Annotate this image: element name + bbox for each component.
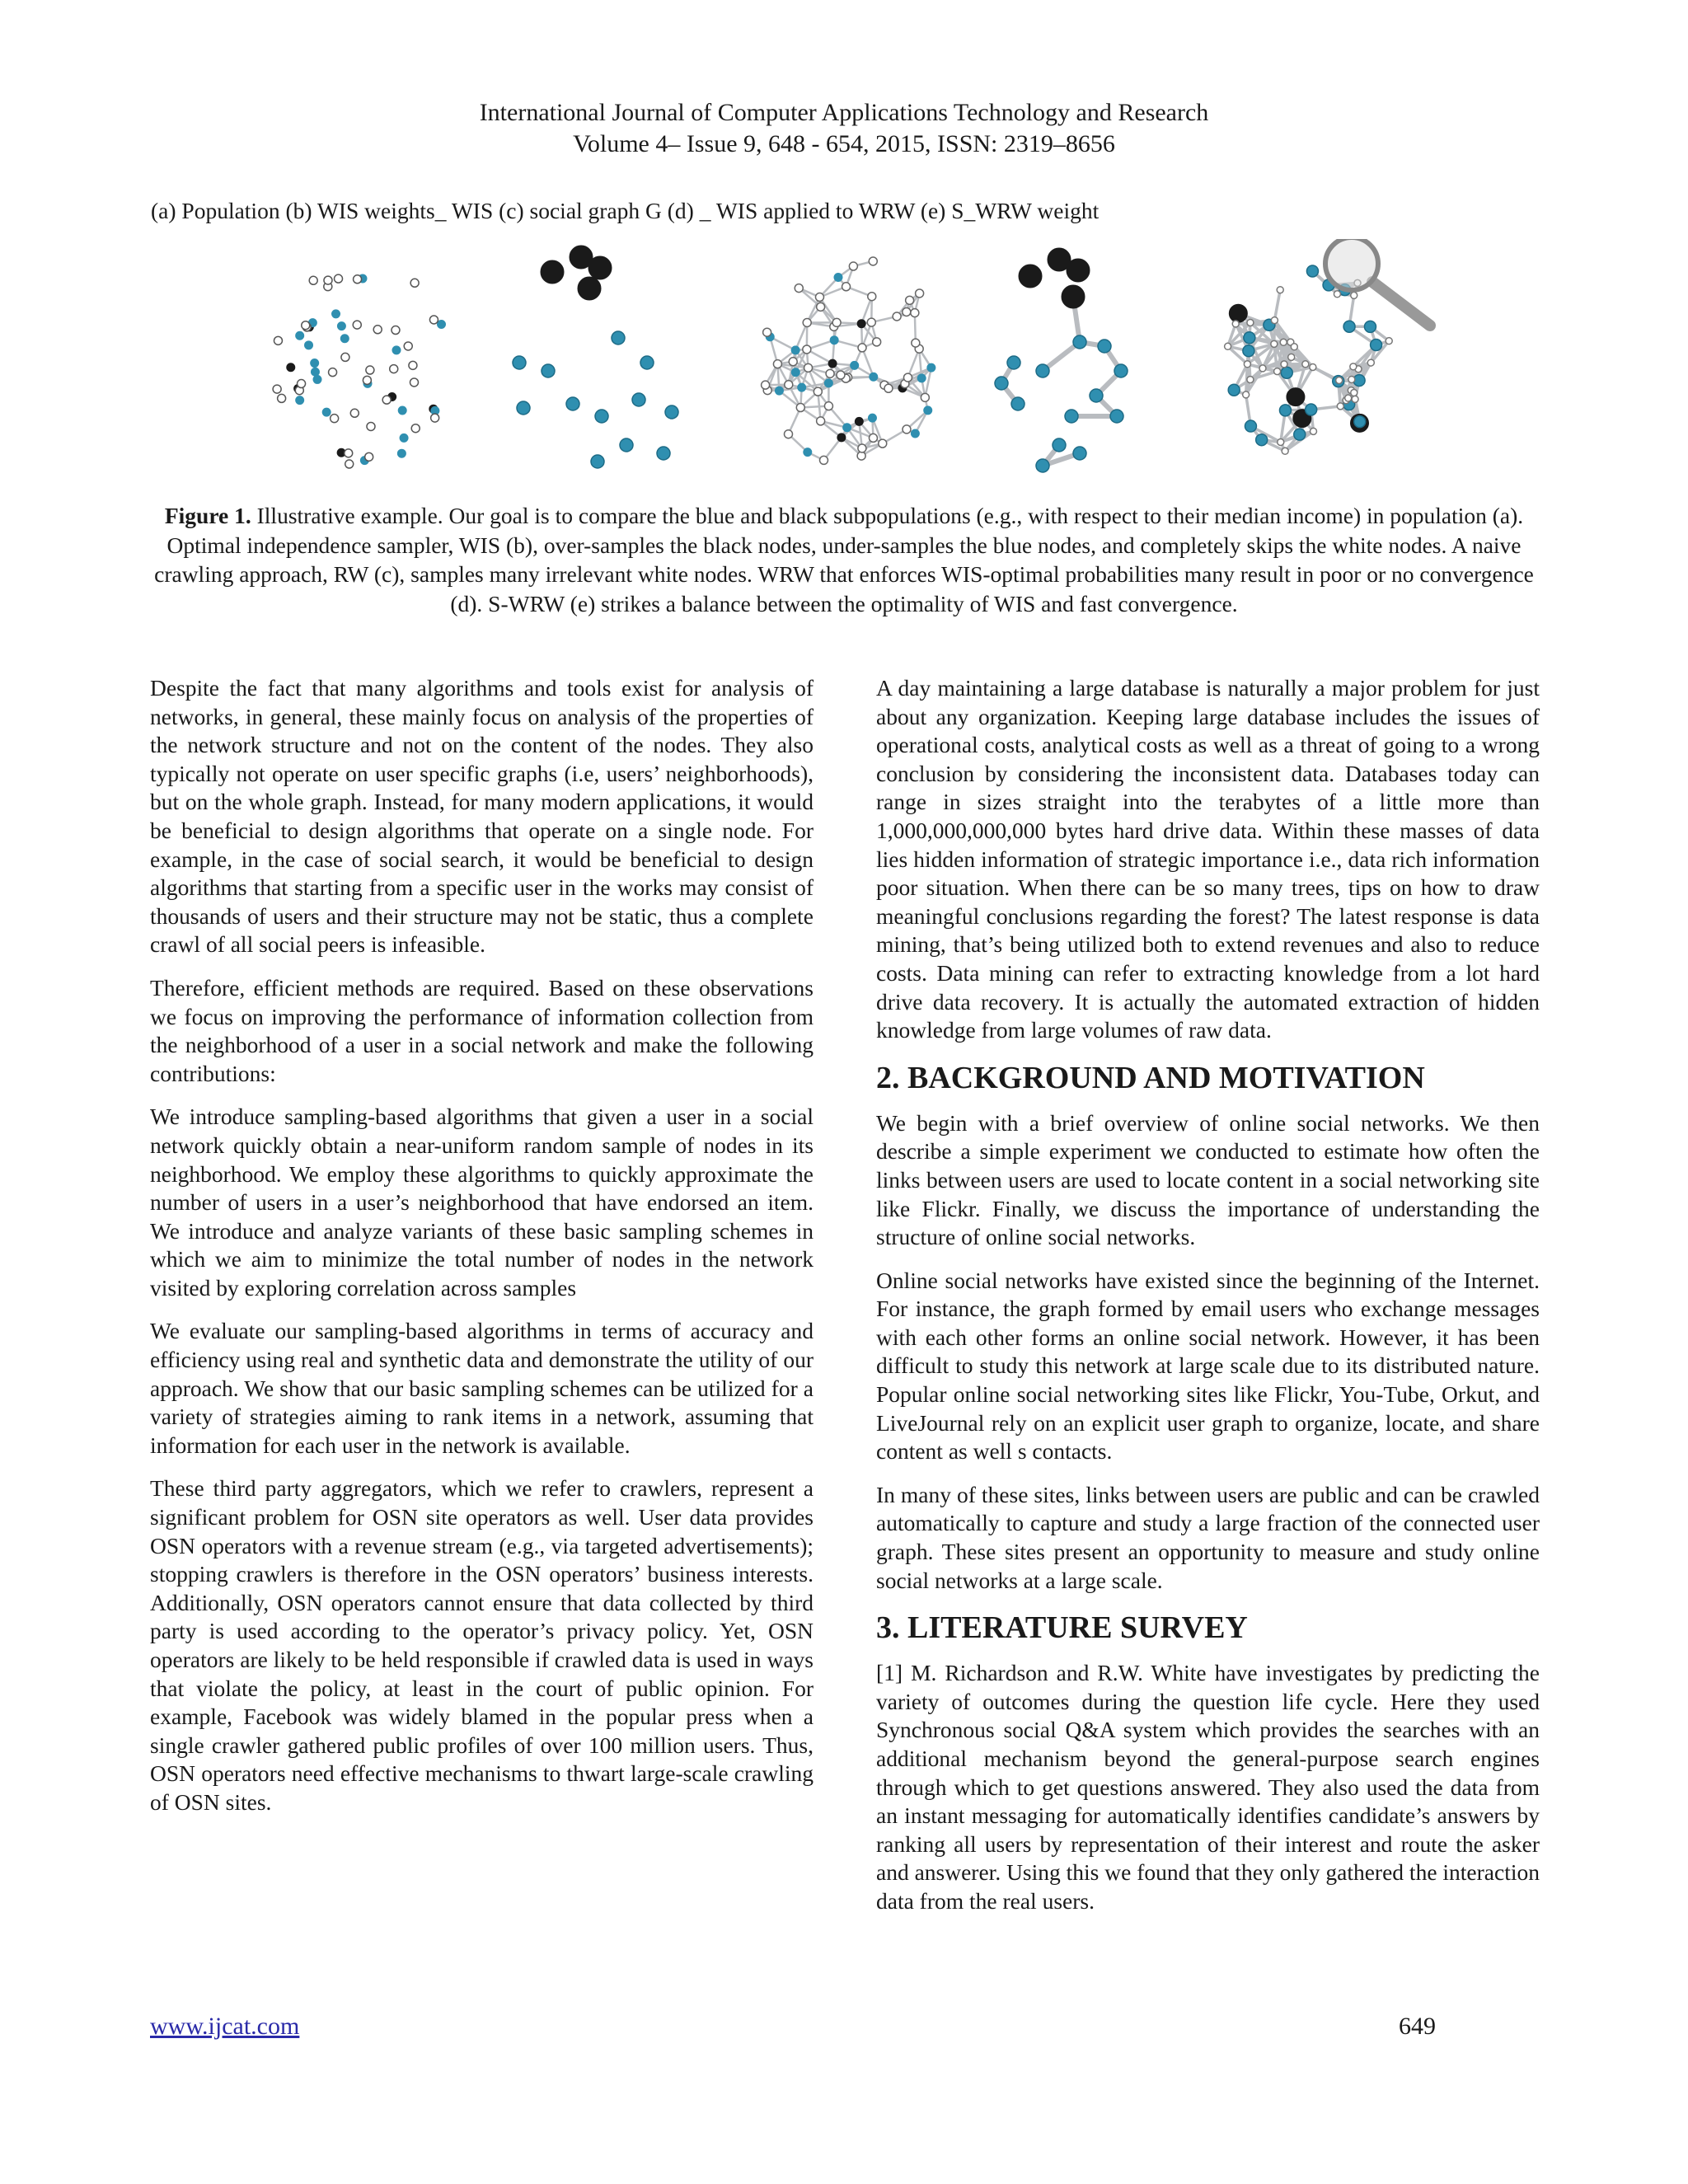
- white-node: [382, 396, 391, 404]
- section-heading-background: 2. BACKGROUND AND MOTIVATION: [876, 1060, 1425, 1095]
- blue-node: [843, 424, 851, 432]
- figure-caption-text: Illustrative example. Our goal is to compare the blue and black subpopulations (e.g., with respect to their median income) in population (a). Optimal independence sampler, WIS (b), over-samples the black nodes, under-samples the blue nodes, and completely skips the white nodes. A naive crawling approach, RW (c), samples many irrelevant white nodes. WRW that enforces WIS-optimal probabilities many result in poor or no convergence (d). S-WRW (e) strikes a balance between the optimality of WIS and fast convergence.: [154, 503, 1534, 616]
- white-node: [409, 361, 417, 369]
- white-node: [815, 293, 823, 302]
- blue-node: [513, 356, 526, 369]
- blue-node: [1343, 321, 1355, 332]
- white-node: [1271, 340, 1278, 347]
- blue-node: [917, 374, 926, 382]
- white-node: [873, 338, 881, 346]
- white-node: [410, 378, 418, 387]
- blue-node: [1114, 364, 1128, 377]
- blue-node: [851, 361, 859, 369]
- blue-node: [313, 375, 321, 383]
- blue-node: [1036, 364, 1049, 377]
- blue-node: [311, 359, 319, 368]
- white-node: [298, 380, 306, 388]
- white-node: [390, 365, 398, 373]
- black-node: [1229, 304, 1247, 322]
- white-node: [1274, 368, 1281, 375]
- white-node: [410, 279, 419, 287]
- blue-node: [1364, 321, 1376, 332]
- white-node: [814, 387, 822, 396]
- blue-node: [1073, 447, 1086, 460]
- white-node: [819, 456, 828, 464]
- white-node: [911, 309, 919, 317]
- white-node: [273, 385, 281, 393]
- panel-c-social-graph: [762, 257, 935, 464]
- white-node: [858, 344, 866, 352]
- white-node: [1334, 291, 1340, 298]
- white-node: [345, 460, 354, 468]
- blue-node: [337, 322, 345, 330]
- black-node: [1019, 265, 1042, 288]
- white-node: [353, 321, 361, 329]
- white-node: [893, 312, 901, 321]
- white-node: [354, 275, 362, 284]
- white-node: [404, 342, 412, 350]
- blue-node: [924, 406, 932, 415]
- white-node: [1336, 377, 1343, 384]
- blue-node: [1228, 384, 1240, 396]
- graph-edge: [1274, 290, 1280, 321]
- section-heading-literature-survey: 3. LITERATURE SURVEY: [876, 1610, 1248, 1646]
- blue-node: [595, 410, 608, 423]
- white-node: [1367, 359, 1374, 366]
- black-node: [287, 363, 295, 372]
- paragraph: In many of these sites, links between users are public and can be crawled automatically to capture and study a large fraction of the connected user graph. These sites present an opportunity to measure and study online social networks at a large scale.: [876, 1481, 1540, 1593]
- white-node: [1352, 396, 1358, 402]
- blue-node: [775, 387, 783, 395]
- blue-node: [591, 455, 604, 468]
- paragraph: We evaluate our sampling-based algorithms in terms of accuracy and efficiency using real and synthetic data and demonstrate the utility of our approach. We show that our basic sampling schemes can be utilized for a variety of strategies aiming to rank items in a network, assuming that information for each user in the network is available.: [150, 1318, 814, 1458]
- white-node: [795, 284, 803, 293]
- figure-1-network-illustration: [264, 239, 1442, 478]
- white-node: [1291, 344, 1297, 350]
- white-node: [1225, 343, 1231, 349]
- journal-header: [0, 97, 1688, 160]
- white-node: [1288, 354, 1295, 360]
- blue-node: [791, 346, 799, 354]
- blue-node: [1306, 265, 1318, 277]
- blue-node: [995, 377, 1008, 390]
- white-node: [1247, 319, 1254, 326]
- black-node: [541, 260, 564, 284]
- white-node: [916, 289, 924, 298]
- white-node: [773, 360, 781, 368]
- white-node: [906, 296, 914, 304]
- white-node: [858, 444, 866, 452]
- white-node: [1310, 428, 1316, 434]
- magnifier-icon: [1325, 239, 1430, 326]
- black-node: [588, 256, 612, 279]
- blue-node: [1053, 438, 1066, 452]
- blue-node: [305, 341, 313, 349]
- white-node: [278, 394, 286, 402]
- blue-node: [397, 449, 406, 457]
- white-node: [1277, 287, 1283, 293]
- blue-node: [1294, 429, 1306, 440]
- blue-node: [438, 320, 446, 328]
- black-node: [855, 417, 863, 425]
- journal-volume: Volume 4– Issue 9, 648 - 654, 2015, ISSN: 2319–8656: [573, 130, 1115, 157]
- blue-node: [657, 447, 670, 460]
- paragraph: A day maintaining a large database is naturally a major problem for just about any organization. Keeping large database includes the issues of operational costs, analytical costs as well as a threat of going to a wrong conclusion by considering the inconsistent data. Databases today can range in sizes straight into the terabytes of a little more than 1,000,000,000,000 bytes hard drive data. Within these masses of data lies hidden information of strategic importance i.e., data rich information poor situation. When there can be so many trees, tips on how to draw meaningful conclusions regarding the forest? The latest response is data mining, that’s being utilized both to extend revenues and also to reduce costs. Data mining can refer to extracting knowledge from a lot hard drive data recovery. It is actually the automated extraction of hidden knowledge from large volumes of raw data.: [876, 675, 1540, 1043]
- white-node: [763, 328, 771, 336]
- blue-node: [1281, 367, 1292, 378]
- blue-node: [830, 336, 838, 344]
- paragraph: We introduce sampling-based algorithms that given a user in a social network quickly obtain a near-uniform random sample of nodes in its neighborhood. We employ these algorithms to quickly approximate the number of users in a user’s neighborhood that have endorsed an item. We introduce and analyze variants of these basic sampling schemes in which we aim to minimize the total number of nodes in the network visited by exploring correlation across samples: [150, 1104, 814, 1301]
- white-node: [1302, 361, 1309, 368]
- blue-node: [311, 368, 319, 376]
- white-node: [1386, 338, 1392, 344]
- blue-node: [927, 363, 935, 372]
- journal-website-link[interactable]: www.ijcat.com: [150, 2013, 300, 2040]
- white-node: [373, 326, 382, 334]
- paragraph: Therefore, efficient methods are required. Based on these observations we focus on improving the performance of information collection from the neighborhood of a user in a social network and make the following contributions:: [150, 974, 814, 1086]
- paragraph: Despite the fact that many algorithms and tools exist for analysis of networks, in general, these mainly focus on analysis of the properties of the network structure and not on the content of the nodes. They also typically not operate on user specific graphs (i.e, users’ neighborhoods), but on the whole graph. Instead, for many modern applications, it would be beneficial to design algorithms that operate on a single node. For example, in the case of social search, it would be beneficial to design algorithms that starting from a specific user in the works may consist of thousands of users and their structure may not be static, thus a complete crawl of all social peers is infeasible.: [150, 675, 814, 958]
- white-node: [762, 381, 770, 389]
- blue-node: [517, 401, 530, 415]
- blue-node: [340, 335, 349, 343]
- blue-node: [1036, 459, 1049, 472]
- white-node: [1280, 339, 1287, 345]
- white-node: [921, 393, 929, 401]
- white-node: [817, 302, 825, 311]
- blue-node: [632, 393, 645, 406]
- blue-node: [296, 396, 304, 405]
- white-node: [826, 369, 834, 377]
- journal-title: International Journal of Computer Applications Technology and Research: [479, 99, 1209, 126]
- black-node: [578, 277, 601, 300]
- right-column: [876, 674, 1540, 1931]
- white-node: [784, 430, 792, 438]
- blue-node: [1110, 410, 1123, 423]
- black-node: [1067, 259, 1090, 282]
- blue-node: [400, 434, 408, 442]
- black-node: [857, 320, 865, 328]
- blue-node: [566, 397, 579, 410]
- white-node: [903, 307, 911, 316]
- white-node: [1350, 363, 1357, 370]
- blue-node: [911, 429, 919, 438]
- blue-node: [332, 310, 340, 318]
- white-node: [1247, 377, 1254, 383]
- white-node: [341, 353, 349, 361]
- white-node: [785, 381, 793, 389]
- white-node: [367, 422, 375, 430]
- white-node: [335, 274, 343, 283]
- white-node: [329, 368, 337, 377]
- white-node: [832, 318, 841, 326]
- white-node: [1271, 317, 1278, 324]
- black-node: [1062, 285, 1085, 308]
- blue-node: [1090, 389, 1103, 402]
- white-node: [1244, 361, 1250, 368]
- panel-a-population: [273, 274, 445, 468]
- paragraph: These third party aggregators, which we refer to crawlers, represent a significant problem for OSN site operators as well. User data provides OSN operators with a revenue stream (e.g., via targeted advertisements); stopping crawlers is therefore in the OSN operators’ business interests. Additionally, OSN operators cannot ensure that data collected by third party is used according to the operator’s privacy policy. Yet, OSN operators are likely to be held responsible if crawled data is used in ways that violate the policy, at least in the court of public opinion. For example, Facebook was widely blamed in the popular press when a single crawler gathered public profiles of over 100 million users. Thus, OSN operators need effective mechanisms to thwart large-scale crawling of OSN sites.: [150, 1475, 814, 1815]
- blue-node: [804, 448, 812, 457]
- blue-node: [398, 406, 406, 415]
- figure-label: Figure 1.: [164, 503, 251, 528]
- blue-node: [834, 274, 842, 282]
- blue-node: [1011, 397, 1025, 410]
- white-node: [1345, 395, 1352, 401]
- blue-node: [1073, 335, 1086, 349]
- white-node: [903, 425, 911, 434]
- blue-node: [824, 379, 832, 387]
- white-node: [789, 358, 797, 366]
- white-node: [1337, 403, 1343, 410]
- black-node: [1287, 388, 1305, 406]
- white-node: [903, 373, 912, 382]
- paragraph: We begin with a brief overview of online social networks. We then describe a simple experiment we conducted to estimate how often the links between users are used to locate content in a social networking site like Flickr. Finally, we discuss the importance of understanding the structure of online social networks.: [876, 1109, 1540, 1250]
- blue-node: [1306, 404, 1317, 415]
- white-node: [411, 424, 420, 433]
- white-node: [1351, 390, 1357, 396]
- white-node: [1232, 321, 1239, 327]
- blue-node: [640, 356, 654, 369]
- paragraph: Online social networks have existed since the beginning of the Internet. For instance, the graph formed by email users who exchange messages with each other forms an online social network. However, it has been difficult to study this network at large scale due to its distributed nature. Popular online social networking sites like Flickr, You-Tube, Orkut, and LiveJournal rely on an explicit user graph to organize, locate, and share content as well s contacts.: [876, 1267, 1540, 1465]
- white-node: [331, 415, 339, 423]
- blue-node: [665, 405, 678, 419]
- white-node: [1310, 363, 1316, 370]
- blue-node: [791, 368, 799, 377]
- panel-d-wis-wrw: [995, 248, 1128, 472]
- black-node: [828, 359, 837, 368]
- white-node: [817, 417, 825, 425]
- white-node: [350, 409, 359, 417]
- blue-node: [1065, 410, 1078, 423]
- white-node: [431, 414, 439, 422]
- white-node: [1348, 376, 1355, 382]
- blue-node: [870, 373, 878, 381]
- blue-node: [392, 346, 401, 354]
- white-node: [837, 371, 845, 379]
- white-node: [867, 318, 875, 326]
- white-node: [804, 363, 813, 372]
- white-node: [912, 339, 920, 347]
- blue-node: [322, 408, 331, 416]
- blue-node: [1098, 340, 1111, 353]
- white-node: [345, 449, 353, 457]
- blue-node: [1256, 434, 1268, 446]
- blue-node: [1245, 420, 1256, 432]
- blue-node: [1354, 416, 1366, 428]
- panel-b-wis-weights: [513, 246, 678, 468]
- white-node: [392, 326, 400, 335]
- paragraph: [1] M. Richardson and R.W. White have investigates by predicting the variety of outcomes during the question life cycle. Here they used Synchronous social Q&A system which provides the searches with an additional mechanism beyond the general-purpose search engines through which to get questions answered. They also used the data from an instant messaging for automatically identifies candidate’s answers by ranking all users by representation of their interest and route the asker and answerer. Using this we found that they only gathered the interaction data from the real users.: [876, 1660, 1540, 1914]
- white-node: [796, 404, 804, 412]
- white-node: [302, 321, 310, 330]
- page-number: 649: [1399, 2013, 1436, 2040]
- left-column: [150, 674, 814, 1832]
- blue-node: [542, 364, 555, 377]
- white-node: [1281, 361, 1287, 368]
- white-node: [824, 402, 832, 410]
- blue-node: [798, 383, 806, 391]
- blue-node: [1243, 345, 1254, 357]
- blue-node: [612, 331, 625, 344]
- blue-node: [1007, 356, 1020, 369]
- white-node: [842, 283, 851, 291]
- white-node: [366, 366, 374, 374]
- white-node: [363, 376, 371, 384]
- blue-node: [296, 331, 304, 340]
- white-node: [1259, 365, 1266, 372]
- white-node: [1278, 438, 1284, 445]
- blue-node: [1279, 405, 1291, 416]
- blue-node: [1371, 339, 1382, 350]
- white-node: [884, 384, 893, 392]
- blue-node: [1244, 332, 1255, 344]
- white-node: [879, 439, 887, 448]
- white-node: [1282, 448, 1288, 454]
- panel-e-s-wrw: [1225, 239, 1430, 454]
- white-node: [868, 293, 876, 301]
- white-node: [429, 316, 438, 324]
- white-node: [849, 262, 857, 270]
- figure-panel-labels: (a) Population (b) WIS weights_ WIS (c) social graph G (d) _ WIS applied to WRW (e) S_WRW weight: [151, 198, 1100, 223]
- blue-node: [868, 414, 876, 422]
- white-node: [1243, 391, 1250, 398]
- white-node: [803, 318, 811, 326]
- white-node: [803, 345, 811, 354]
- figure-caption: [148, 501, 1540, 618]
- white-node: [869, 257, 877, 265]
- white-node: [365, 452, 373, 461]
- blue-node: [620, 438, 633, 452]
- white-node: [1351, 292, 1357, 298]
- white-node: [869, 434, 877, 442]
- white-node: [324, 276, 332, 284]
- white-node: [274, 336, 282, 344]
- black-node: [837, 434, 846, 442]
- white-node: [309, 276, 317, 284]
